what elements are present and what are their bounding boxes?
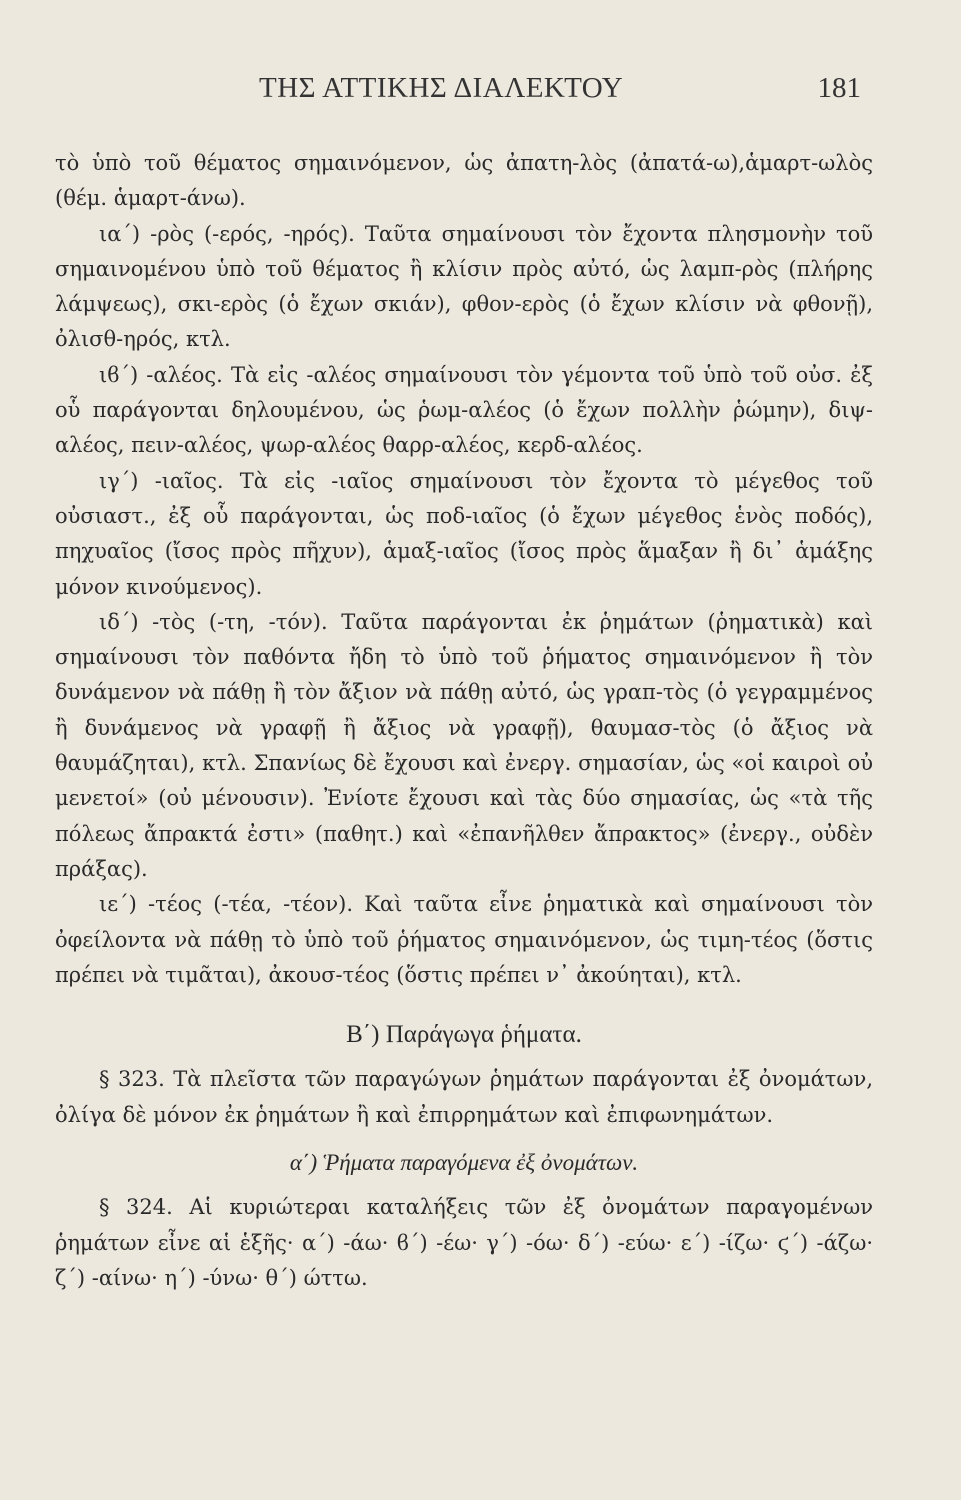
page-header: [0, 72, 961, 112]
paragraph-ig: ιγ΄) -ιαῖος. Τὰ εἰς -ιαῖος σημαίνουσι τὸν ἔχοντα τὸ μέγεθος τοῦ οὐσιαστ., ἐξ οὗ παράγονται, ὡς ποδ-ιαῖος (ὁ ἔχων μέγεθος ἑνὸς ποδός), πηχυαῖος (ἴσος πρὸς πῆχυν), ἁμαξ-ιαῖος (ἴσος πρὸς ἅμαξαν ἢ δι᾽ ἁμάξης μόνον κινούμενος).: [55, 468, 873, 599]
paragraph-324: § 324. Αἱ κυριώτεραι καταλήξεις τῶν ἐξ ὀνομάτων παραγομένων ῥημάτων εἶνε αἱ ἑξῆς· α΄) -άω· ϐ΄) -έω· γ΄) -όω· δ΄) -εύω· ε΄) -ίζω· ϛ΄) -άζω· ζ΄) -αίνω· η΄) -ύνω· θ΄) ώττω.: [55, 1195, 873, 1290]
paragraph-323: § 323. Τὰ πλεῖστα τῶν παραγώγων ῥημάτων παράγονται ἐξ ὀνομάτων, ὀλίγα δὲ μόνον ἐκ ῥημάτων ἢ καὶ ἐπιρρημάτων καὶ ἐπιφωνημάτων.: [55, 1067, 873, 1127]
subheading-a: α΄) Ῥήματα παραγόμενα ἐξ ὀνομάτων.: [289, 1150, 639, 1176]
page-number: 181: [817, 72, 861, 104]
page-body: [55, 146, 873, 1296]
paragraph-ia: ια΄) -ρὸς (-ερός, -ηρός). Ταῦτα σημαίνουσι τὸν ἔχοντα πλησμονὴν τοῦ σημαινομένου ὑπὸ τοῦ θέματος ἢ κλίσιν πρὸς αὐτό, ὡς λαμπ-ρὸς (πλήρης λάμψεως), σκι-ερὸς (ὁ ἔχων σκιάν), φθον-ερὸς (ὁ ἔχων κλίσιν νὰ φθονῇ), ὀλισθ-ηρός, κτλ.: [55, 221, 873, 352]
paragraph-continuation: τὸ ὑπὸ τοῦ θέματος σημαινόμενον, ὡς ἀπατη-λὸς (ἀπατά-ω),ἁμαρτ-ωλὸς (θέμ. ἁμαρτ-άνω).: [55, 151, 873, 211]
section-heading: Β΄) Παράγωγα ῥήματα.: [346, 1021, 582, 1049]
paragraph-id: ιδ΄) -τὸς (-τη, -τόν). Ταῦτα παράγονται ἐκ ῥημάτων (ῥηματικὰ) καὶ σημαίνουσι τὸν παθόντα ἤδη τὸ ὑπὸ τοῦ ῥήματος σημαινόμενον ἢ τὸν δυνάμενον νὰ πάθῃ ἢ τὸν ἄξιον νὰ πάθῃ αὐτό, ὡς γραπ-τὸς (ὁ γεγραμμένος ἢ δυνάμενος νὰ γραφῇ ἢ ἄξιος νὰ γραφῇ), θαυμασ-τὸς (ὁ ἄξιος νὰ θαυμάζηται), κτλ. Σπανίως δὲ ἔχουσι καὶ ἐνεργ. σημασίαν, ὡς «οἱ καιροὶ οὐ μενετοί» (οὐ μένουσιν). Ἐνίοτε ἔχουσι καὶ τὰς δύο σημασίας, ὡς «τὰ τῆς πόλεως ἄπρακτά ἐστι» (παθητ.) καὶ «ἐπανῆλθεν ἄπρακτος» (ἐνεργ., οὐδὲν πράξας).: [55, 609, 873, 881]
running-title: ΤΗΣ ΑΤΤΙΚΗΣ ΔΙΑΛΕΚΤΟΥ: [259, 72, 624, 104]
paragraph-ib: ιϐ΄) -αλέος. Τὰ εἰς -αλέος σημαίνουσι τὸν γέμοντα τοῦ ὑπὸ τοῦ οὐσ. ἐξ οὗ παράγονται δηλουμένου, ὡς ῥωμ-αλέος (ὁ ἔχων πολλὴν ῥώμην), διψ-αλέος, πειν-αλέος, ψωρ-αλέος θαρρ-αλέος, κερδ-αλέος.: [55, 362, 873, 458]
paragraph-ie: ιε΄) -τέος (-τέα, -τέον). Καὶ ταῦτα εἶνε ῥηματικὰ καὶ σημαίνουσι τὸν ὀφείλοντα νὰ πάθῃ τὸ ὑπὸ τοῦ ῥήματος σημαινόμενον, ὡς τιμη-τέος (ὅστις πρέπει νὰ τιμᾶται), ἀκουσ-τέος (ὅστις πρέπει ν᾽ ἀκούηται), κτλ.: [55, 892, 873, 987]
